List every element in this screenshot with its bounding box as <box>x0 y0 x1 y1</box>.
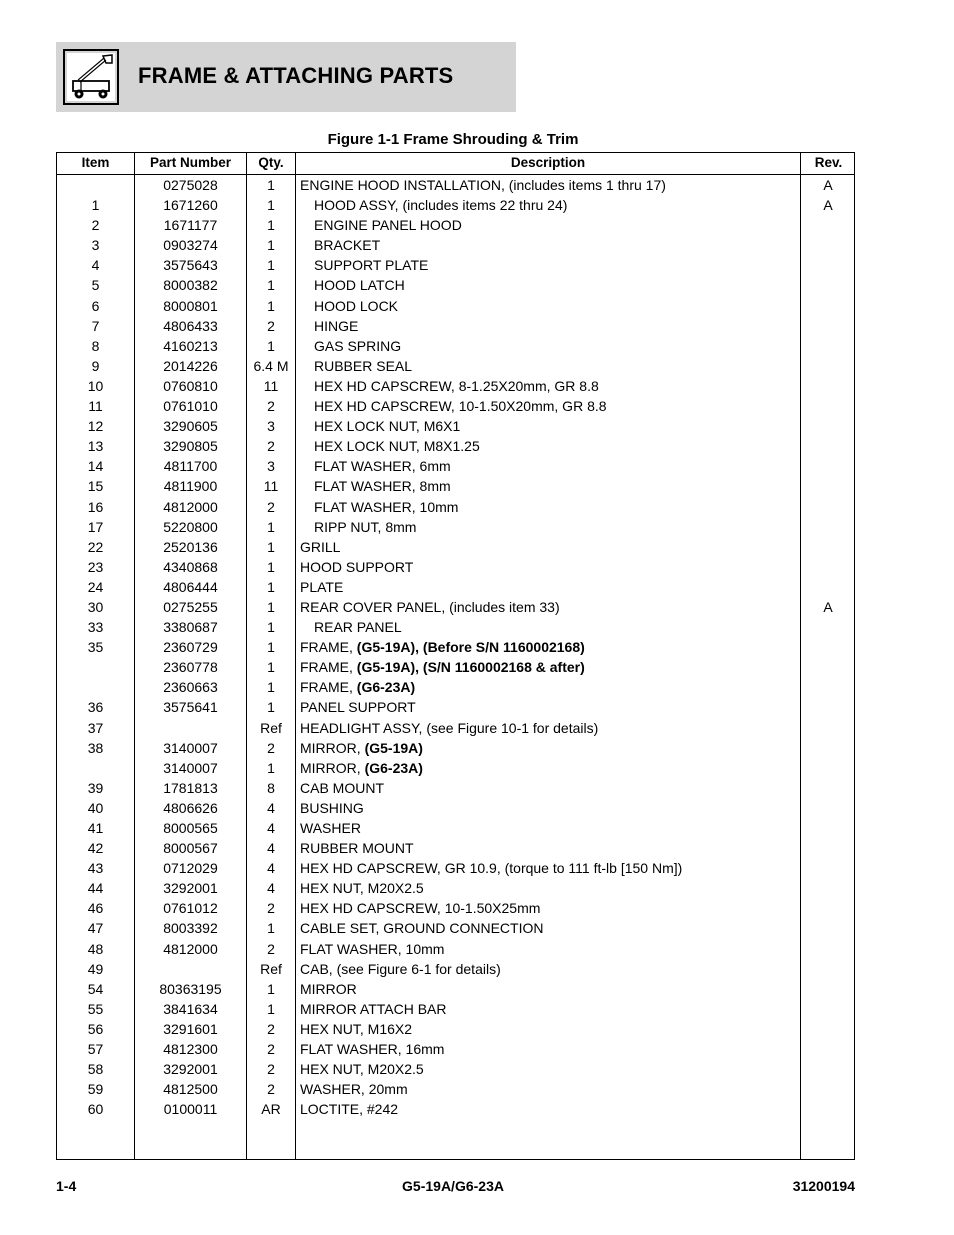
description-text: RUBBER SEAL <box>314 357 413 374</box>
qty-cell: 1 <box>267 759 275 776</box>
qty-cell: 1 <box>267 337 275 354</box>
qty-cell: 1 <box>267 237 275 254</box>
table-row <box>57 1079 856 1099</box>
description-cell <box>314 298 814 314</box>
part-number-cell: 2014226 <box>163 357 218 374</box>
table-row <box>57 316 856 336</box>
item-cell: 44 <box>87 880 104 897</box>
description-text: HEX LOCK NUT, M8X1.25 <box>314 438 480 455</box>
table-row <box>57 677 856 697</box>
description-text: FLAT WASHER, 6mm <box>314 458 451 475</box>
description-text: SUPPORT PLATE <box>314 257 429 274</box>
rev-cell: A <box>823 598 833 615</box>
description-cell <box>300 599 800 615</box>
description-text: FLAT WASHER, 8mm <box>314 478 451 495</box>
qty-cell: 1 <box>267 217 275 234</box>
table-row <box>57 396 856 416</box>
part-number-cell: 0761010 <box>163 398 218 415</box>
part-number-cell: 1781813 <box>163 779 218 796</box>
item-cell: 39 <box>87 779 104 796</box>
qty-cell: 6.4 M <box>253 357 289 374</box>
page-title: FRAME & ATTACHING PARTS <box>138 63 454 88</box>
item-cell: 2 <box>91 217 100 234</box>
qty-cell: 2 <box>267 398 275 415</box>
description-cell <box>300 579 800 595</box>
description-text: HEX HD CAPSCREW, 10-1.50X20mm, GR 8.8 <box>314 398 607 415</box>
table-row <box>57 617 856 637</box>
part-number-cell: 4811700 <box>163 458 218 475</box>
part-number-cell: 3291601 <box>163 1020 218 1037</box>
document-number: 31200194 <box>792 1178 855 1194</box>
description-text: HOOD ASSY, (includes items 22 thru 24) <box>314 197 568 214</box>
item-cell: 11 <box>88 398 103 415</box>
item-cell: 58 <box>87 1061 104 1078</box>
table-row <box>57 778 856 798</box>
item-cell: 8 <box>91 337 100 354</box>
qty-cell: 2 <box>267 1041 275 1058</box>
description-model-qualifier: (G5-19A) <box>364 739 423 756</box>
description-cell <box>300 920 800 936</box>
table-row <box>57 1019 856 1039</box>
qty-cell: 1 <box>267 177 275 193</box>
description-cell <box>300 679 800 695</box>
description-text: MIRROR <box>300 980 357 997</box>
part-number-cell: 2360778 <box>163 659 218 676</box>
part-number-cell: 4811900 <box>163 478 218 495</box>
description-cell <box>300 961 800 977</box>
part-number-cell: 0275028 <box>163 177 218 193</box>
item-cell: 47 <box>87 920 104 937</box>
part-number-cell: 0275255 <box>163 598 218 615</box>
description-text: HEADLIGHT ASSY, (see Figure 10-1 for details) <box>300 719 599 736</box>
part-number-cell: 2360729 <box>163 639 218 656</box>
qty-cell: 4 <box>267 799 275 816</box>
parts-table <box>56 152 855 1160</box>
item-cell: 40 <box>87 799 104 816</box>
table-row <box>57 758 856 778</box>
description-text: HEX HD CAPSCREW, GR 10.9, (torque to 111 ft-lb [150 Nm]) <box>300 860 683 877</box>
page-number: 1-4 <box>56 1178 77 1194</box>
part-number-cell: 4160213 <box>163 337 218 354</box>
qty-cell: 1 <box>267 639 275 656</box>
description-cell <box>300 1081 800 1097</box>
qty-cell: 1 <box>267 558 275 575</box>
qty-cell: AR <box>261 1101 281 1118</box>
description-cell <box>300 1001 800 1017</box>
qty-cell: 2 <box>267 940 275 957</box>
description-cell <box>300 880 800 896</box>
description-cell <box>300 840 800 856</box>
qty-cell: 1 <box>267 920 275 937</box>
description-text: MIRROR, <box>300 739 365 756</box>
description-text: MIRROR ATTACH BAR <box>300 1000 447 1017</box>
qty-cell: 1 <box>267 1000 275 1017</box>
description-text: WASHER <box>300 820 361 836</box>
part-number-cell: 0761012 <box>163 900 218 917</box>
qty-cell: 2 <box>267 1081 275 1098</box>
description-text: FLAT WASHER, 16mm <box>300 1041 445 1058</box>
description-cell <box>314 438 814 454</box>
table-row <box>57 738 856 758</box>
part-number-cell: 3292001 <box>163 1061 218 1078</box>
description-text: CABLE SET, GROUND CONNECTION <box>300 920 544 937</box>
description-text: RUBBER MOUNT <box>300 840 414 857</box>
table-row <box>57 1039 856 1059</box>
table-body <box>57 175 856 1119</box>
description-cell <box>300 780 800 796</box>
description-cell <box>300 760 800 776</box>
description-model-qualifier: (G5-19A), (S/N 1160002168 & after) <box>356 659 585 676</box>
description-model-qualifier: (G6-23A) <box>356 679 416 696</box>
description-text: FRAME, <box>300 679 357 696</box>
description-cell <box>300 1021 800 1037</box>
description-cell <box>314 358 814 374</box>
description-cell <box>314 318 814 334</box>
table-row <box>57 557 856 577</box>
description-cell <box>314 499 814 515</box>
table-row <box>57 296 856 316</box>
description-cell <box>314 458 814 474</box>
section-header <box>56 42 516 112</box>
qty-cell: 2 <box>267 438 275 455</box>
part-number-cell: 4812300 <box>163 1041 218 1058</box>
qty-cell: 4 <box>267 840 275 857</box>
table-row <box>57 336 856 356</box>
table-row <box>57 718 856 738</box>
item-cell: 56 <box>87 1020 104 1037</box>
description-cell <box>314 378 814 394</box>
table-row <box>57 878 856 898</box>
qty-cell: 1 <box>267 699 275 716</box>
figure-title: Figure 1-1 Frame Shrouding & Trim <box>327 131 579 148</box>
table-row <box>57 255 856 275</box>
item-cell: 23 <box>87 558 104 575</box>
description-text: MIRROR, <box>300 759 365 776</box>
description-cell <box>300 559 800 575</box>
item-cell: 22 <box>87 538 104 555</box>
item-cell: 7 <box>91 317 100 334</box>
description-cell <box>314 418 814 434</box>
description-cell <box>314 197 814 213</box>
part-number-cell: 3575641 <box>163 699 218 716</box>
part-number-cell: 8000801 <box>163 297 218 314</box>
qty-cell: Ref <box>260 719 282 736</box>
part-number-cell: 3575643 <box>163 257 218 274</box>
part-number-cell: 4806444 <box>163 578 218 595</box>
part-number-cell: 4812500 <box>163 1081 218 1098</box>
description-cell <box>300 720 800 736</box>
part-number-cell: 0903274 <box>163 237 218 254</box>
description-cell <box>300 659 800 675</box>
description-cell <box>314 338 814 354</box>
table-row <box>57 356 856 376</box>
qty-cell: 2 <box>267 739 275 756</box>
description-cell <box>300 177 800 193</box>
machine-icon <box>63 49 119 105</box>
table-row <box>57 918 856 938</box>
description-cell <box>314 277 814 293</box>
table-row <box>57 838 856 858</box>
description-text: HEX HD CAPSCREW, 10-1.50X25mm <box>300 900 541 917</box>
description-cell <box>300 1101 800 1117</box>
column-header-rev: Rev. <box>814 155 843 170</box>
qty-cell: 2 <box>267 1020 275 1037</box>
description-cell <box>300 900 800 916</box>
column-header-description: Description <box>510 155 586 170</box>
table-row <box>57 215 856 235</box>
table-row <box>57 1099 856 1119</box>
description-text: RIPP NUT, 8mm <box>314 518 417 535</box>
description-cell <box>314 478 814 494</box>
part-number-cell: 4806433 <box>163 317 218 334</box>
table-row <box>57 657 856 677</box>
table-row <box>57 436 856 456</box>
part-number-cell: 4812000 <box>163 498 218 515</box>
description-text: REAR PANEL <box>314 619 402 636</box>
qty-cell: 1 <box>267 257 275 274</box>
column-header-qty: Qty. <box>258 155 284 170</box>
item-cell: 17 <box>87 518 104 535</box>
qty-cell: 1 <box>267 518 275 535</box>
table-row <box>57 959 856 979</box>
description-text: HOOD SUPPORT <box>300 558 414 575</box>
description-text: FLAT WASHER, 10mm <box>314 498 459 515</box>
description-text: BRACKET <box>314 237 381 254</box>
qty-cell: 4 <box>267 860 275 877</box>
part-number-cell: 8003392 <box>163 920 218 937</box>
column-header-item: Item <box>81 155 110 170</box>
table-row <box>57 697 856 717</box>
item-cell: 12 <box>87 418 104 435</box>
part-number-cell: 3292001 <box>163 880 218 897</box>
table-row <box>57 818 856 838</box>
part-number-cell: 1671260 <box>163 197 218 214</box>
description-cell <box>314 237 814 253</box>
item-cell: 46 <box>87 900 104 917</box>
table-row <box>57 275 856 295</box>
description-cell <box>300 1061 800 1077</box>
qty-cell: 1 <box>267 277 275 294</box>
table-row <box>57 798 856 818</box>
item-cell: 54 <box>87 980 104 997</box>
table-row <box>57 476 856 496</box>
item-cell: 43 <box>87 860 104 877</box>
table-row <box>57 376 856 396</box>
qty-cell: 8 <box>267 779 275 796</box>
description-text: GRILL <box>300 538 341 555</box>
part-number-cell: 3290805 <box>163 438 218 455</box>
description-cell <box>300 981 800 997</box>
item-cell: 36 <box>87 699 104 716</box>
description-cell <box>314 619 814 635</box>
item-cell: 57 <box>87 1041 104 1058</box>
description-text: HEX NUT, M20X2.5 <box>300 880 424 897</box>
qty-cell: 1 <box>267 538 275 555</box>
qty-cell: 4 <box>267 820 275 836</box>
table-row <box>57 416 856 436</box>
qty-cell: 1 <box>267 659 275 676</box>
table-row <box>57 195 856 215</box>
part-number-cell: 3140007 <box>163 739 218 756</box>
part-number-cell: 0760810 <box>163 377 218 394</box>
qty-cell: 1 <box>267 297 275 314</box>
qty-cell: 1 <box>267 619 275 636</box>
item-cell: 6 <box>91 297 100 314</box>
table-row <box>57 175 856 195</box>
qty-cell: Ref <box>260 960 282 977</box>
item-cell: 35 <box>87 639 104 656</box>
qty-cell: 2 <box>267 317 275 334</box>
qty-cell: 1 <box>267 980 275 997</box>
qty-cell: 1 <box>267 578 275 595</box>
description-text: PANEL SUPPORT <box>300 699 416 716</box>
table-row <box>57 537 856 557</box>
part-number-cell: 0100011 <box>163 1101 218 1118</box>
part-number-cell: 3290605 <box>163 418 218 435</box>
qty-cell: 1 <box>267 598 275 615</box>
part-number-cell: 2360663 <box>163 679 218 696</box>
description-text: WASHER, 20mm <box>300 1081 408 1098</box>
item-cell: 55 <box>87 1000 104 1017</box>
part-number-cell: 1671177 <box>163 217 218 234</box>
description-text: FLAT WASHER, 10mm <box>300 940 445 957</box>
description-cell <box>314 519 814 535</box>
part-number-cell: 3380687 <box>163 619 218 636</box>
description-text: FRAME, <box>300 639 357 656</box>
table-row <box>57 939 856 959</box>
description-cell <box>314 257 814 273</box>
part-number-cell: 3841634 <box>163 1000 218 1017</box>
table-row <box>57 898 856 918</box>
item-cell: 30 <box>87 598 104 615</box>
description-text: HOOD LOCK <box>314 297 399 314</box>
qty-cell: 11 <box>263 478 279 495</box>
description-cell <box>300 740 800 756</box>
table-row <box>57 999 856 1019</box>
qty-cell: 2 <box>267 1061 275 1078</box>
item-cell: 15 <box>87 478 104 495</box>
description-cell <box>300 539 800 555</box>
description-text: ENGINE HOOD INSTALLATION, (includes items 1 thru 17) <box>300 177 666 193</box>
description-text: ENGINE PANEL HOOD <box>314 217 462 234</box>
description-text: PLATE <box>300 578 344 595</box>
item-cell: 41 <box>87 820 104 836</box>
description-text: CAB MOUNT <box>300 779 384 796</box>
description-text: LOCTITE, #242 <box>300 1101 399 1118</box>
part-number-cell: 4812000 <box>163 940 218 957</box>
table-row <box>57 979 856 999</box>
description-model-qualifier: (G5-19A), (Before S/N 1160002168) <box>356 639 585 656</box>
table-row <box>57 1059 856 1079</box>
description-model-qualifier: (G6-23A) <box>364 759 423 776</box>
item-cell: 33 <box>87 619 104 636</box>
item-cell: 42 <box>87 840 104 857</box>
table-row <box>57 597 856 617</box>
description-text: HEX HD CAPSCREW, 8-1.25X20mm, GR 8.8 <box>314 377 599 394</box>
part-number-cell: 2520136 <box>163 538 218 555</box>
description-cell <box>300 941 800 957</box>
qty-cell: 11 <box>263 377 279 394</box>
description-text: HEX NUT, M20X2.5 <box>300 1061 424 1078</box>
item-cell: 37 <box>87 719 104 736</box>
part-number-cell: 8000567 <box>163 840 218 857</box>
description-cell <box>314 217 814 233</box>
rev-cell: A <box>823 177 833 193</box>
qty-cell: 4 <box>267 880 275 897</box>
qty-cell: 2 <box>267 900 275 917</box>
item-cell: 59 <box>87 1081 104 1098</box>
table-row <box>57 637 856 657</box>
qty-cell: 3 <box>267 458 275 475</box>
part-number-cell: 8000382 <box>163 277 218 294</box>
part-number-cell: 0712029 <box>163 860 218 877</box>
item-cell: 49 <box>87 960 104 977</box>
item-cell: 60 <box>87 1101 104 1118</box>
description-text: BUSHING <box>300 799 364 816</box>
description-text: GAS SPRING <box>314 337 402 354</box>
item-cell: 48 <box>87 940 104 957</box>
description-cell <box>300 699 800 715</box>
item-cell: 13 <box>87 438 104 455</box>
column-header-part-number: Part Number <box>149 155 232 170</box>
table-row <box>57 235 856 255</box>
qty-cell: 3 <box>267 418 275 435</box>
item-cell: 24 <box>87 578 104 595</box>
part-number-cell: 4340868 <box>163 558 218 575</box>
description-cell <box>314 398 814 414</box>
part-number-cell: 3140007 <box>163 759 218 776</box>
description-text: HEX NUT, M16X2 <box>300 1020 413 1037</box>
item-cell: 1 <box>91 197 100 214</box>
qty-cell: 2 <box>267 498 275 515</box>
description-cell <box>300 820 800 836</box>
description-text: HEX LOCK NUT, M6X1 <box>314 418 461 435</box>
part-number-cell: 5220800 <box>163 518 218 535</box>
description-cell <box>300 800 800 816</box>
model-number: G5-19A/G6-23A <box>402 1178 504 1194</box>
table-row <box>57 456 856 476</box>
item-cell: 9 <box>91 357 100 374</box>
item-cell: 3 <box>91 237 100 254</box>
description-text: CAB, (see Figure 6-1 for details) <box>300 960 501 977</box>
rev-cell: A <box>823 197 833 214</box>
table-row <box>57 858 856 878</box>
item-cell: 5 <box>91 277 100 294</box>
description-text: HINGE <box>314 317 359 334</box>
description-cell <box>300 639 800 655</box>
item-cell: 10 <box>87 377 104 394</box>
part-number-cell: 4806626 <box>163 799 218 816</box>
item-cell: 38 <box>87 739 104 756</box>
description-text: HOOD LATCH <box>314 277 405 294</box>
qty-cell: 1 <box>267 679 275 696</box>
description-cell <box>300 860 800 876</box>
item-cell: 16 <box>87 498 104 515</box>
qty-cell: 1 <box>267 197 275 214</box>
description-text: REAR COVER PANEL, (includes item 33) <box>300 598 560 615</box>
table-row <box>57 577 856 597</box>
description-text: FRAME, <box>300 659 357 676</box>
table-row <box>57 497 856 517</box>
part-number-cell: 8000565 <box>163 820 218 836</box>
item-cell: 14 <box>87 458 104 475</box>
table-row <box>57 517 856 537</box>
part-number-cell: 80363195 <box>159 980 222 997</box>
item-cell: 4 <box>91 257 100 274</box>
description-cell <box>300 1041 800 1057</box>
